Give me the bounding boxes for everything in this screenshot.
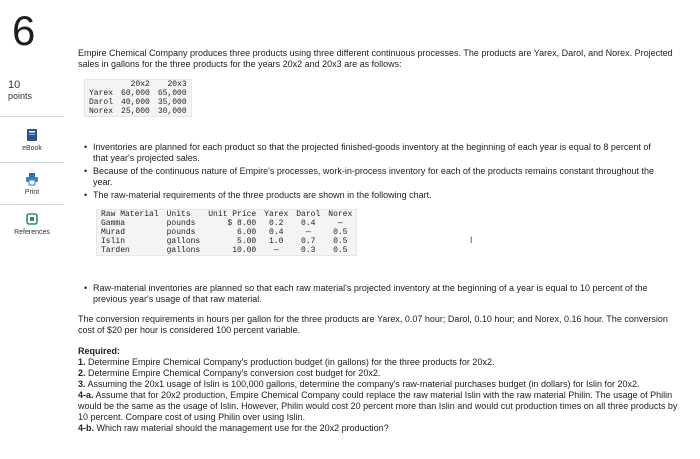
required-section (78, 346, 678, 434)
bullet-text: The raw-material requirements of the three products are shown in the following chart. (93, 190, 432, 200)
ebook-button[interactable] (0, 128, 64, 152)
table-row (85, 98, 192, 107)
print-label: Print (24, 189, 40, 196)
references-button[interactable] (0, 212, 64, 236)
required-heading: Required: (78, 346, 121, 356)
table-cell: 0.5 (333, 228, 348, 237)
table-cell: 60,000 (121, 89, 150, 98)
text-cursor-icon: I (470, 235, 473, 245)
required-item (78, 368, 678, 379)
item-text: Which raw material should the management use for the 20x2 production? (96, 423, 389, 433)
required-item (78, 390, 678, 423)
table-row (85, 107, 192, 117)
required-item (78, 357, 678, 368)
print-icon (25, 172, 39, 186)
bullet-text: Because of the continuous nature of Empire's processes, work-in-process inventory for each of the products remains constant throughout the year. (93, 166, 655, 187)
bullet-text: Raw-material inventories are planned so that each raw material's projected inventory at the beginning of a year is equal to 10 percent of the previous year's usage of that raw material. (93, 283, 648, 304)
material-name: Tarden (101, 246, 130, 255)
sidebar-divider (0, 116, 64, 117)
table-cell: 0.7 (301, 237, 316, 246)
table-cell: 0.5 (333, 246, 348, 255)
table-cell: 35,000 (157, 98, 187, 107)
table-row (97, 219, 357, 228)
table-header: Darol (296, 210, 321, 219)
points-value: 10 (8, 79, 21, 91)
bullet-item: • The raw-material requirements of the three products are shown in the following chart. (84, 190, 664, 201)
table-header: Unit Price (208, 210, 257, 219)
required-item (78, 423, 678, 434)
references-icon (25, 212, 39, 226)
product-name: Yarex (89, 89, 114, 98)
question-number: 6 (12, 7, 36, 54)
item-number: 1. (78, 357, 86, 367)
table-cell: — (337, 219, 343, 228)
table-cell: 5.00 (237, 237, 257, 246)
table-cell: 25,000 (121, 107, 150, 116)
table-header: 20x2 (130, 80, 150, 89)
item-number: 2. (78, 368, 86, 378)
references-label: References (14, 229, 50, 236)
bullet-text: Inventories are planned for each product so that the projected finished-goods inventory at the beginning of each year is equal to 8 percent of that year's projected sales. (93, 142, 651, 163)
table-cell: — (273, 246, 279, 255)
material-name: Murad (101, 228, 126, 237)
required-item (78, 379, 678, 390)
item-number: 3. (78, 379, 86, 389)
bullet-item: • Because of the continuous nature of Empire's processes, work-in-process inventory for each of the products remains constant throughout the year. (84, 166, 664, 188)
table-row (97, 237, 357, 246)
item-number: 4-a. (78, 390, 94, 400)
item-text: Determine Empire Chemical Company's production budget (in gallons) for the three products for 20x2. (88, 357, 495, 367)
table-header: 20x3 (167, 80, 187, 89)
table-header-row (97, 210, 357, 220)
table-row (97, 246, 357, 256)
intro-paragraph: Empire Chemical Company produces three products using three different continuous processes. The products are Yarex, Darol, and Norex. Projected sales in gallons for the three products for the years 20x2 and 20x3 are as follows: (78, 48, 673, 69)
table-cell: 0.2 (269, 219, 284, 228)
table-header-row (85, 80, 192, 90)
bullet-item: • Raw-material inventories are planned so that each raw material's projected inventory at the beginning of a year is equal to 10 percent of the previous year's usage of that raw material. (84, 283, 654, 305)
print-button[interactable] (0, 172, 64, 196)
table-cell: pounds (166, 219, 196, 228)
table-cell: 65,000 (157, 89, 187, 98)
item-text: Assume that for 20x2 production, Empire Chemical Company could replace the raw material Islin with the raw material Philin. The usage of Philin would be the same as the usage of Islin. However, Philin would cost 20 percent more than Islin and would cut production times on all three products by 10 percent. Compare cost of using Philin over using Islin. (78, 390, 678, 422)
table-header: Norex (328, 210, 353, 219)
table-row (85, 89, 192, 98)
table-header: Yarex (264, 210, 289, 219)
table-cell: — (305, 228, 311, 237)
table-cell: 40,000 (121, 98, 150, 107)
points-indicator (8, 80, 32, 102)
conversion-paragraph: The conversion requirements in hours per gallon for the three products are Yarex, 0.07 hour; Darol, 0.10 hour; and Norex, 0.16 hour. The conversion cost of $20 per hour is considered 100 percent variable. (78, 314, 668, 335)
ebook-icon (25, 128, 39, 142)
sales-table (84, 79, 192, 117)
points-label: points (8, 91, 33, 101)
table-cell: 30,000 (157, 107, 187, 116)
sidebar-divider (0, 162, 64, 163)
table-cell: 0.5 (333, 237, 348, 246)
product-name: Darol (89, 98, 114, 107)
item-number: 4-b. (78, 423, 95, 433)
table-header: Raw Material (101, 210, 159, 219)
sidebar-divider (0, 204, 64, 205)
table-cell: 1.0 (269, 237, 284, 246)
ebook-label: eBook (22, 145, 42, 152)
table-cell: 0.4 (301, 219, 316, 228)
table-cell: 10.00 (232, 246, 257, 255)
raw-materials-table (96, 209, 357, 256)
bullet-item: • Inventories are planned for each product so that the projected finished-goods inventory at the beginning of each year is equal to 8 percent of that year's projected sales. (84, 142, 664, 164)
table-cell: gallons (166, 246, 201, 255)
product-name: Norex (89, 107, 114, 116)
material-name: Islin (101, 237, 126, 246)
table-cell: 0.4 (269, 228, 284, 237)
table-cell: pounds (166, 228, 196, 237)
table-row (97, 228, 357, 237)
table-cell: 0.3 (301, 246, 316, 255)
material-name: Gamma (101, 219, 126, 228)
item-text: Assuming the 20x1 usage of Islin is 100,000 gallons, determine the company's raw-material purchases budget (in dollars) for Islin for 20x2. (87, 379, 640, 389)
table-cell: $ 8.00 (227, 219, 257, 228)
table-header: Units (166, 210, 191, 219)
item-text: Determine Empire Chemical Company's conversion cost budget for 20x2. (88, 368, 381, 378)
table-header (85, 80, 118, 90)
table-cell: gallons (166, 237, 201, 246)
table-cell: 6.00 (237, 228, 257, 237)
